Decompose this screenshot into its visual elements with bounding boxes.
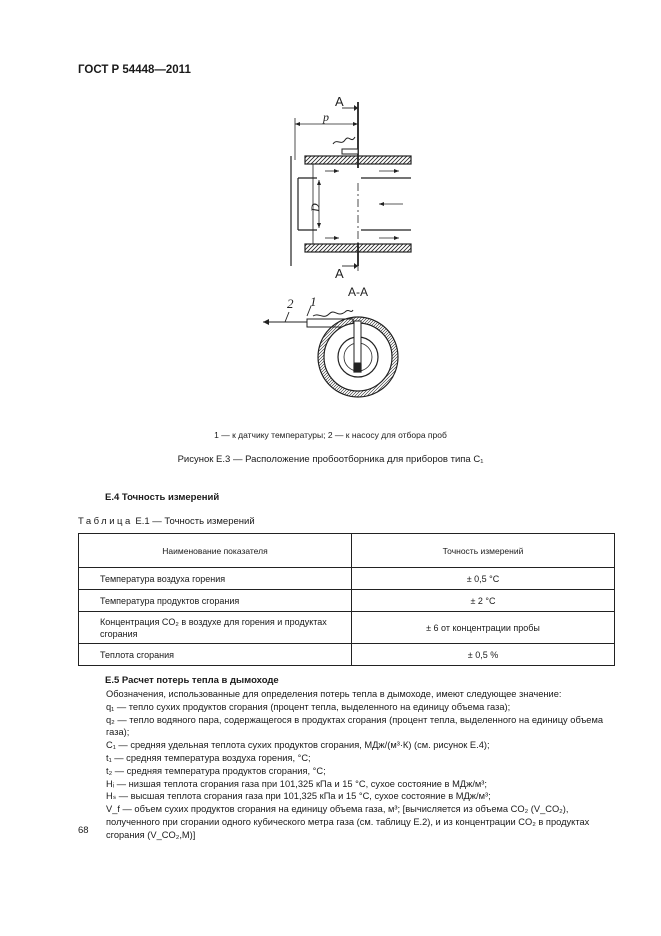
table-cell-value: ± 0,5 °C <box>352 568 615 590</box>
definition-t2: t₂ — средняя температура продуктов сгорания, °C; <box>106 765 326 776</box>
dimension-d-label: D <box>308 203 322 212</box>
figure-legend: 1 — к датчику температуры; 2 — к насосу для отбора проб <box>214 430 447 440</box>
probe-diagram <box>255 88 425 418</box>
table-cell-name: Теплота сгорания <box>79 644 352 666</box>
accuracy-table <box>78 533 615 666</box>
column-header: Точность измерений <box>352 534 615 568</box>
section-e5-body <box>78 688 618 842</box>
section-e4-title: Е.4 Точность измерений <box>105 492 220 503</box>
definition-vf: V_f — объем сухих продуктов сгорания на единицу объема газа, м³; [вычисляется из объема CO₂ (V_CO₂), полученного при сгорании одного кубического метра газа (см. таблицу Е.2), и из концентрации CO₂ в продуктах сгорания (V_CO₂,M)] <box>106 804 590 840</box>
table-row <box>79 612 615 644</box>
callout-2: 2 <box>287 296 294 311</box>
definition-t1: t₁ — средняя температура воздуха горения, °C; <box>106 752 311 763</box>
probe-side-view <box>291 102 411 273</box>
definition-q2: q₂ — тепло водяного пара, содержащегося в продуктах сгорания (процент тепла, выделенного на единицу объема газа); <box>106 714 604 738</box>
definition-hi: Hᵢ — низшая теплота сгорания газа при 101,325 кПа и 15 °C, сухое состояние в МДж/м³; <box>106 778 487 789</box>
section-label-top: A <box>335 94 344 109</box>
table-cell-value: ± 6 от концентрации пробы <box>352 612 615 644</box>
page-number: 68 <box>78 825 89 836</box>
table-cell-value: ± 0,5 % <box>352 644 615 666</box>
probe-section-view <box>263 306 398 397</box>
table-label: Таблица <box>78 516 133 527</box>
table-row <box>79 644 615 666</box>
figure-caption: Рисунок Е.3 — Расположение пробоотборника для приборов типа C₁ <box>177 454 484 465</box>
table-row <box>79 568 615 590</box>
callout-1: 1 <box>310 294 317 309</box>
definition-q1: q₁ — тепло сухих продуктов сгорания (процент тепла, выделенного на единицу объема газа); <box>106 701 511 712</box>
intro-paragraph: Обозначения, использованные для определения потерь тепла в дымоходе, имеют следующее значение: <box>106 689 562 699</box>
section-title: A-A <box>348 285 369 299</box>
table-row <box>79 590 615 612</box>
column-header: Наименование показателя <box>79 534 352 568</box>
table-header-row <box>79 534 615 568</box>
dimension-p-label: p <box>323 110 329 124</box>
definition-hs: Hₛ — высшая теплота сгорания газа при 101,325 кПа и 15 °C, сухое состояние в МДж/м³; <box>106 791 491 802</box>
table-cell-name: Температура воздуха горения <box>79 568 352 590</box>
table-title <box>78 516 255 527</box>
table-cell-name: Концентрация CO₂ в воздухе для горения и продуктах сгорания <box>79 612 352 644</box>
table-cell-value: ± 2 °C <box>352 590 615 612</box>
definition-c1: C₁ — средняя удельная теплота сухих продуктов сгорания, МДж/(м³·К) (см. рисунок Е.4); <box>106 740 490 751</box>
document-header: ГОСТ Р 54448—2011 <box>78 64 191 76</box>
table-label-rest: Е.1 — Точность измерений <box>132 516 255 527</box>
table-cell-name: Температура продуктов сгорания <box>79 590 352 612</box>
section-label-bottom: A <box>335 266 344 281</box>
section-e5-title: Е.5 Расчет потерь тепла в дымоходе <box>105 675 279 686</box>
